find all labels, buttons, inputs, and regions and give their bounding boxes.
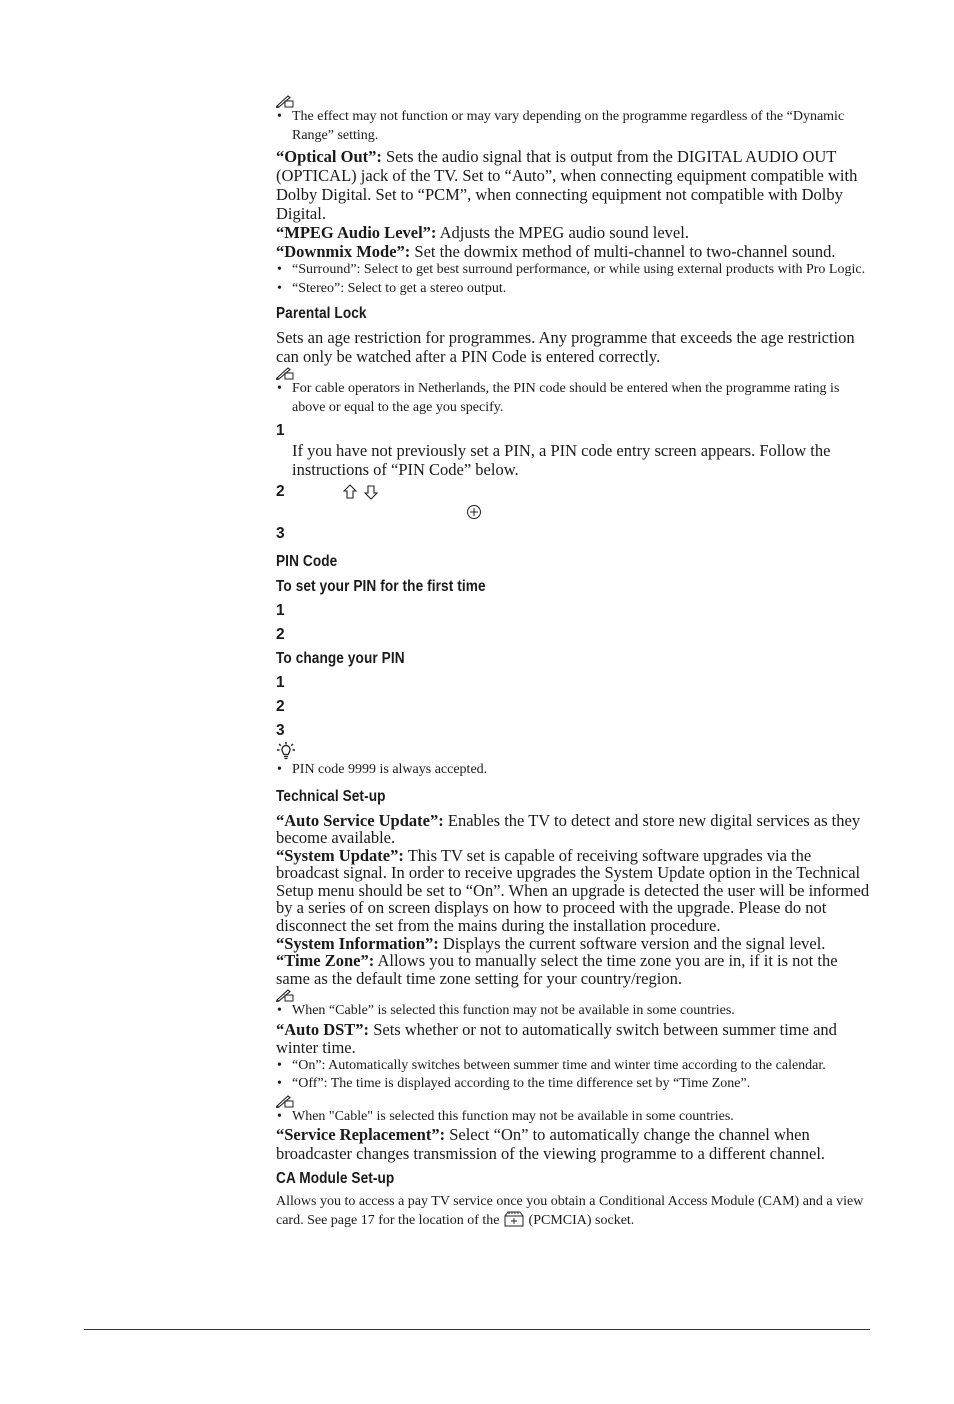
note-pencil-icon [276, 1094, 296, 1108]
parental-step-2 [276, 482, 872, 502]
time-zone-note: • When “Cable” is selected this function may not be available in some countries. [276, 1002, 872, 1021]
auto-dst-term: “Auto DST”: [276, 1019, 370, 1039]
system-information-paragraph [276, 935, 872, 953]
pin-first-time-heading: To set your PIN for the first time [276, 578, 486, 595]
note-pencil-icon [276, 988, 296, 1002]
ca-module-text [276, 1193, 872, 1230]
auto-service-update-term: “Auto Service Update”: [276, 810, 444, 830]
manual-page-content [276, 92, 872, 1230]
parental-step-2-number: 2 [276, 483, 285, 500]
system-information-term: “System Information”: [276, 933, 439, 953]
parental-step-3-number: 3 [276, 525, 285, 542]
auto-dst-paragraph [276, 1021, 872, 1057]
parental-step-1-number: 1 [276, 422, 285, 439]
optical-out-paragraph [276, 147, 872, 223]
service-replacement-paragraph [276, 1126, 872, 1163]
pin-change-step-1: 1 [276, 674, 285, 691]
auto-service-update-paragraph [276, 812, 872, 847]
parental-lock-note: • For cable operators in Netherlands, the PIN code should be entered when the programme rating is above or equal to the age you specify. [276, 380, 872, 417]
pin-code-heading: PIN Code [276, 553, 338, 570]
downmix-mode-term: “Downmix Mode”: [276, 242, 411, 261]
system-information-text: Displays the current software version and the signal level. [438, 933, 826, 953]
system-update-text: This TV set is capable of receiving software upgrades via the broadcast signal. In order to receive upgrades the System Update option in the Technical Setup menu should be set to “On”. When an upgrade is detected the user will be informed by a series of on screen displays on how to proceed with the upgrade. Please do not disconnect the set from the mains during the installation procedure. [276, 845, 870, 936]
auto-dst-bullet-on: • “On”: Automatically switches between summer time and winter time according to the calendar. [276, 1057, 872, 1076]
parental-step-1-text: If you have not previously set a PIN, a PIN code entry screen appears. Follow the instructions of “PIN Code” below. [292, 441, 831, 479]
service-replacement-text: Select “On” to automatically change the channel when broadcaster changes transmission of the viewing programme to a different channel. [276, 1125, 826, 1163]
up-down-arrow-icon [343, 484, 381, 500]
note-pencil-icon [276, 94, 296, 108]
pin-first-step-1: 1 [276, 602, 285, 619]
pin-change-heading: To change your PIN [276, 650, 405, 667]
enter-button-icon [466, 504, 482, 520]
downmix-mode-text: Set the dowmix method of multi-channel to two-channel sound. [410, 242, 836, 261]
system-update-term: “System Update”: [276, 845, 404, 865]
note-pencil-icon [276, 366, 296, 380]
auto-service-update-text: Enables the TV to detect and store new digital services as they become available. [276, 810, 861, 848]
pin-change-step-2: 2 [276, 698, 285, 715]
mpeg-audio-level-text: Adjusts the MPEG audio sound level. [436, 223, 689, 242]
parental-step-2-enter-row [276, 502, 872, 524]
time-zone-paragraph [276, 952, 872, 988]
technical-setup-heading: Technical Set-up [276, 787, 386, 805]
downmix-bullet-surround: • “Surround”: Select to get best surround performance, or while using external products with Pro Logic. [276, 261, 872, 280]
ca-module-text-after: (PCMCIA) socket. [525, 1213, 635, 1229]
auto-dst-bullet-off: • “Off”: The time is displayed according to the time difference set by “Time Zone”. [276, 1075, 872, 1094]
tip-lightbulb-icon [276, 741, 296, 761]
parental-lock-intro: Sets an age restriction for programmes. Any programme that exceeds the age restriction can only be watched after a PIN Code is entered correctly. [276, 328, 855, 366]
mpeg-audio-level-paragraph [276, 223, 872, 242]
pin-tip: • PIN code 9999 is always accepted. [276, 761, 872, 780]
pin-change-step-3: 3 [276, 722, 285, 739]
mpeg-audio-level-term: “MPEG Audio Level”: [276, 223, 437, 242]
auto-dst-text: Sets whether or not to automatically switch between summer time and winter time. [276, 1019, 837, 1057]
optical-out-text: Sets the audio signal that is output from the DIGITAL AUDIO OUT (OPTICAL) jack of the TV. Set to “Auto”, when connecting equipment compatible with Dolby Digital. Set to “PCM”, when connecting equipment not compatible with Dolby Digital. [276, 147, 858, 223]
downmix-mode-paragraph [276, 242, 872, 261]
ca-module-heading: CA Module Set-up [276, 1170, 395, 1188]
system-update-paragraph [276, 847, 872, 935]
downmix-bullet-stereo: • “Stereo”: Select to get a stereo output. [276, 280, 872, 299]
time-zone-text: Allows you to manually select the time zone you are in, if it is not the same as the default time zone setting for your country/region. [276, 951, 838, 989]
auto-dst-note: • When "Cable" is selected this function may not be available in some countries. [276, 1108, 872, 1127]
time-zone-term: “Time Zone”: [276, 951, 375, 971]
pcmcia-slot-icon [503, 1211, 525, 1227]
service-replacement-term: “Service Replacement”: [276, 1125, 446, 1145]
ca-module-text-before: Allows you to access a pay TV service once you obtain a Conditional Access Module (CAM) and a view card. See page 17 for the location of the [276, 1194, 864, 1229]
parental-lock-heading: Parental Lock [276, 305, 367, 322]
dynamic-range-note: • The effect may not function or may vary depending on the programme regardless of the “Dynamic Range” setting. [276, 108, 872, 145]
optical-out-term: “Optical Out”: [276, 147, 382, 166]
footer-rule [84, 1329, 870, 1330]
pin-first-step-2: 2 [276, 626, 285, 643]
